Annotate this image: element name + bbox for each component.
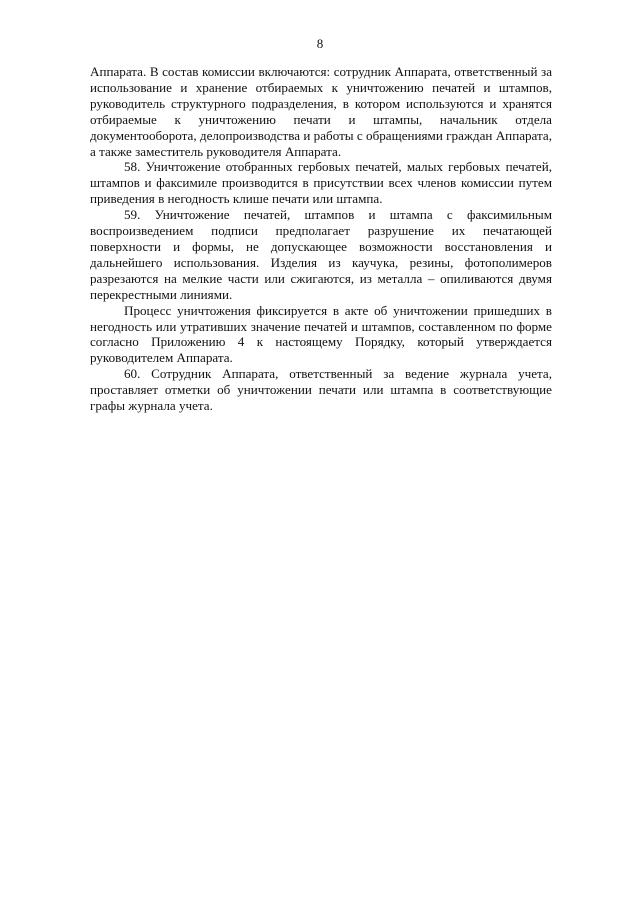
paragraph-destruction-process: Процесс уничтожения фиксируется в акте об уничтожении пришедших в негодность или утративших значение печатей и штампов, составленном по форме согласно Приложению 4 к настоящему Порядку, который утверждается руководителем Аппарата. (90, 302, 552, 366)
paragraph-58: 58. Уничтожение отобранных гербовых печатей, малых гербовых печатей, штампов и факсимиле производится в присутствии всех членов комиссии путем приведения в негодность клише печати или штампа. (90, 159, 552, 207)
paragraph-continuation: Аппарата. В состав комиссии включаются: сотрудник Аппарата, ответственный за использование и хранение отбираемых к уничтожению печатей и штампов, руководитель структурного подразделения, в котором используются и хранятся отбираемые к уничтожению печати и штампы, начальник отдела документооборота, делопроизводства и работы с обращениями граждан Аппарата, а также заместитель руководителя Аппарата. (90, 64, 552, 159)
document-body (90, 64, 552, 414)
paragraph-59: 59. Уничтожение печатей, штампов и штампа с факсимильным воспроизведением подписи предполагает разрушение их печатающей поверхности и формы, не допускающее возможности восстановления и дальнейшего использования. Изделия из каучука, резины, фотополимеров разрезаются на мелкие части или сжигаются, из металла – опиливаются двумя перекрестными линиями. (90, 207, 552, 302)
page-number: 8 (316, 36, 324, 51)
paragraph-60: 60. Сотрудник Аппарата, ответственный за ведение журнала учета, проставляет отметки об уничтожении печати или штампа в соответствующие графы журнала учета. (90, 366, 552, 414)
